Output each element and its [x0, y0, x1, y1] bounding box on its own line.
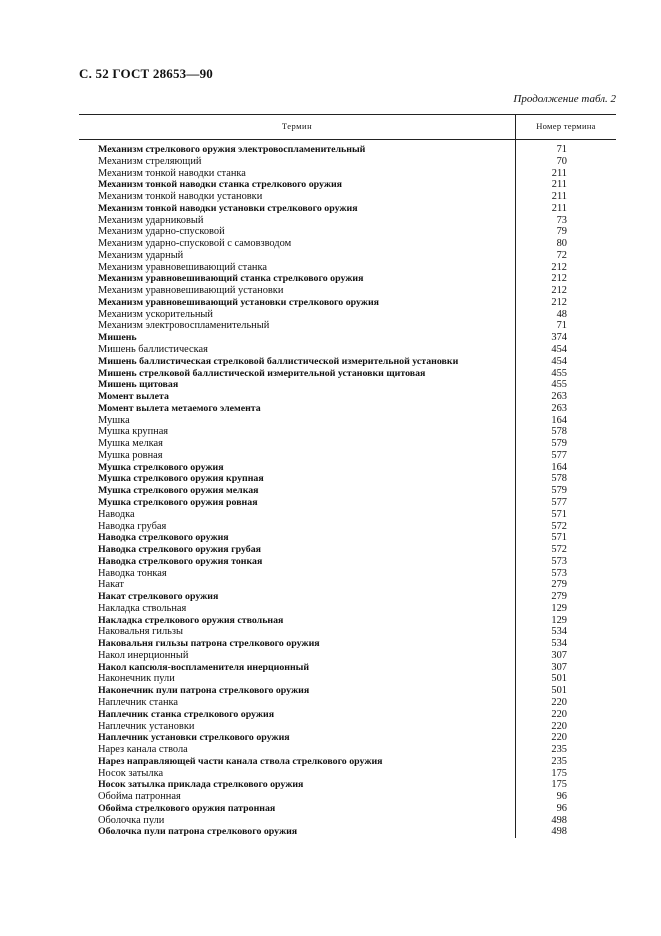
term-number-cell: 279 — [551, 591, 567, 603]
table-row — [79, 768, 616, 780]
table-row — [79, 626, 616, 638]
table-row — [79, 650, 616, 662]
term-cell: Наплечник установки — [98, 720, 195, 732]
term-cell: Мушка — [98, 414, 130, 426]
term-number-cell: 79 — [556, 226, 567, 238]
term-number-cell: 307 — [551, 649, 567, 661]
term-number-cell: 211 — [551, 191, 567, 203]
term-cell: Механизм уравновешивающий установки — [98, 285, 284, 297]
term-cell: Механизм уравновешивающий станка стрелкового оружия — [98, 273, 364, 285]
table-row — [79, 144, 616, 156]
term-number-cell: 578 — [551, 426, 567, 438]
term-number-cell: 579 — [551, 438, 567, 450]
table-row — [79, 826, 616, 838]
term-cell: Накладка стрелкового оружия ствольная — [98, 614, 284, 626]
table-row — [79, 379, 616, 391]
table-row — [79, 273, 616, 285]
table-row — [79, 756, 616, 768]
terms-table — [79, 114, 616, 838]
term-number-cell: 164 — [551, 414, 567, 426]
term-cell: Накладка ствольная — [98, 602, 187, 614]
table-row — [79, 262, 616, 274]
term-cell: Наводка — [98, 508, 135, 520]
term-cell: Наконечник пули патрона стрелкового оружия — [98, 685, 310, 697]
term-number-cell: 220 — [551, 732, 567, 744]
term-number-cell: 96 — [556, 802, 567, 814]
table-row — [79, 662, 616, 674]
term-number-cell: 455 — [551, 379, 567, 391]
table-row — [79, 485, 616, 497]
term-cell: Нарез направляющей части канала ствола стрелкового оружия — [98, 755, 383, 767]
table-row — [79, 791, 616, 803]
term-cell: Мушка стрелкового оружия мелкая — [98, 485, 259, 497]
table-row — [79, 556, 616, 568]
term-number-cell: 212 — [551, 273, 567, 285]
term-cell: Обойма патронная — [98, 791, 181, 803]
term-cell: Накол капсюля-воспламенителя инерционный — [98, 661, 310, 673]
term-cell: Накат — [98, 579, 124, 591]
term-number-cell: 573 — [551, 567, 567, 579]
table-row — [79, 344, 616, 356]
term-cell: Механизм стреляющий — [98, 155, 202, 167]
term-number-cell: 211 — [551, 179, 567, 191]
term-cell: Наводка стрелкового оружия — [98, 532, 229, 544]
table-row — [79, 368, 616, 380]
term-cell: Момент вылета метаемого элемента — [98, 402, 261, 414]
term-number-cell: 129 — [551, 602, 567, 614]
table-row — [79, 532, 616, 544]
term-cell: Обойма стрелкового оружия патронная — [98, 802, 276, 814]
term-number-cell: 307 — [551, 661, 567, 673]
table-row — [79, 803, 616, 815]
term-cell: Мишень стрелковой баллистической измерительной установки щитовая — [98, 367, 426, 379]
term-number-cell: 572 — [551, 544, 567, 556]
term-number-cell: 70 — [556, 155, 567, 167]
table-row — [79, 297, 616, 309]
term-number-cell: 455 — [551, 367, 567, 379]
term-number-cell: 220 — [551, 708, 567, 720]
table-row — [79, 497, 616, 509]
term-cell: Мушка ровная — [98, 449, 163, 461]
term-number-cell: 212 — [551, 296, 567, 308]
term-number-cell: 220 — [551, 696, 567, 708]
table-body — [79, 140, 616, 838]
term-number-cell: 573 — [551, 555, 567, 567]
term-number-cell: 48 — [556, 308, 567, 320]
term-cell: Механизм стрелкового оружия электровоспламенительный — [98, 144, 366, 155]
table-row — [79, 415, 616, 427]
term-cell: Накол инерционный — [98, 649, 189, 661]
term-number-cell: 212 — [551, 261, 567, 273]
term-number-cell: 175 — [551, 767, 567, 779]
table-row — [79, 603, 616, 615]
term-number-cell: 501 — [551, 673, 567, 685]
term-number-cell: 374 — [551, 332, 567, 344]
term-cell: Наплечник установки стрелкового оружия — [98, 732, 290, 744]
term-number-cell: 212 — [551, 285, 567, 297]
table-continuation-note: Продолжение табл. 2 — [513, 93, 616, 105]
table-row — [79, 238, 616, 250]
table-row — [79, 721, 616, 733]
table-row — [79, 638, 616, 650]
term-cell: Механизм уравновешивающий установки стрелкового оружия — [98, 296, 380, 308]
table-row — [79, 215, 616, 227]
table-row — [79, 426, 616, 438]
term-number-cell: 534 — [551, 638, 567, 650]
term-number-cell: 279 — [551, 579, 567, 591]
term-cell: Механизм ударно-спусковой — [98, 226, 225, 238]
term-number-cell: 71 — [556, 320, 567, 332]
table-row — [79, 744, 616, 756]
table-row — [79, 473, 616, 485]
term-cell: Наковальня гильзы патрона стрелкового оружия — [98, 638, 320, 650]
term-cell: Мушка мелкая — [98, 438, 163, 450]
term-cell: Нарез канала ствола — [98, 744, 188, 756]
table-row — [79, 156, 616, 168]
term-number-cell: 454 — [551, 344, 567, 356]
term-cell: Механизм тонкой наводки установки стрелкового оружия — [98, 202, 358, 214]
term-cell: Наводка грубая — [98, 520, 167, 532]
term-cell: Наводка тонкая — [98, 567, 167, 579]
term-number-cell: 571 — [551, 508, 567, 520]
term-number-cell: 578 — [551, 473, 567, 485]
table-row — [79, 815, 616, 827]
term-number-cell: 164 — [551, 461, 567, 473]
table-row — [79, 179, 616, 191]
term-cell: Наводка стрелкового оружия тонкая — [98, 555, 263, 567]
term-cell: Механизм ударный — [98, 249, 184, 261]
table-row — [79, 450, 616, 462]
table-row — [79, 403, 616, 415]
table-row — [79, 615, 616, 627]
table-row — [79, 203, 616, 215]
term-number-cell: 498 — [551, 826, 567, 838]
term-cell: Механизм электровоспламенительный — [98, 320, 270, 332]
table-row — [79, 285, 616, 297]
term-cell: Мушка стрелкового оружия — [98, 461, 224, 473]
term-cell: Момент вылета — [98, 391, 169, 403]
term-number-cell: 73 — [556, 214, 567, 226]
table-row — [79, 685, 616, 697]
term-cell: Механизм уравновешивающий станка — [98, 261, 267, 273]
table-row — [79, 438, 616, 450]
term-cell: Носок затылка — [98, 767, 164, 779]
table-row — [79, 309, 616, 321]
term-number-cell: 235 — [551, 744, 567, 756]
term-number-cell: 72 — [556, 249, 567, 261]
table-row — [79, 332, 616, 344]
term-cell: Накат стрелкового оружия — [98, 591, 219, 603]
table-row — [79, 732, 616, 744]
term-cell: Наплечник станка — [98, 696, 179, 708]
term-cell: Мишень — [98, 332, 137, 344]
table-row — [79, 356, 616, 368]
column-header-number: Номер термина — [536, 121, 596, 131]
term-number-cell: 96 — [556, 791, 567, 803]
table-row — [79, 779, 616, 791]
term-cell: Мушка стрелкового оружия ровная — [98, 496, 258, 508]
page-header: С. 52 ГОСТ 28653—90 — [79, 66, 213, 81]
term-cell: Механизм тонкой наводки станка — [98, 167, 246, 179]
term-number-cell: 498 — [551, 814, 567, 826]
table-row — [79, 250, 616, 262]
table-row — [79, 226, 616, 238]
column-header-term: Термин — [281, 121, 313, 131]
term-cell: Наковальня гильзы — [98, 626, 183, 638]
term-number-cell: 454 — [551, 355, 567, 367]
table-row — [79, 568, 616, 580]
term-number-cell: 534 — [551, 626, 567, 638]
term-cell: Механизм ударно-спусковой с самовзводом — [98, 238, 292, 250]
table-row — [79, 191, 616, 203]
term-number-cell: 577 — [551, 449, 567, 461]
term-cell: Мишень щитовая — [98, 379, 179, 391]
term-cell: Мишень баллистическая — [98, 344, 208, 356]
table-row — [79, 673, 616, 685]
term-number-cell: 579 — [551, 485, 567, 497]
table-row — [79, 509, 616, 521]
term-cell: Механизм ускорительный — [98, 308, 213, 320]
term-number-cell: 501 — [551, 685, 567, 697]
table-row — [79, 579, 616, 591]
term-number-cell: 235 — [551, 755, 567, 767]
term-number-cell: 71 — [556, 144, 567, 155]
term-cell: Мишень баллистическая стрелковой баллистической измерительной установки — [98, 355, 459, 367]
term-number-cell: 211 — [551, 167, 567, 179]
table-header — [79, 114, 616, 140]
term-cell: Носок затылка приклада стрелкового оружия — [98, 779, 304, 791]
table-row — [79, 462, 616, 474]
term-number-cell: 571 — [551, 532, 567, 544]
term-cell: Механизм тонкой наводки установки — [98, 191, 263, 203]
table-row — [79, 320, 616, 332]
term-cell: Механизм тонкой наводки станка стрелкового оружия — [98, 179, 343, 191]
table-row — [79, 591, 616, 603]
table-row — [79, 544, 616, 556]
term-number-cell: 263 — [551, 391, 567, 403]
term-cell: Наводка стрелкового оружия грубая — [98, 544, 261, 556]
term-number-cell: 220 — [551, 720, 567, 732]
term-number-cell: 263 — [551, 402, 567, 414]
table-row — [79, 391, 616, 403]
term-cell: Механизм ударниковый — [98, 214, 204, 226]
table-row — [79, 168, 616, 180]
table-row — [79, 521, 616, 533]
term-cell: Мушка крупная — [98, 426, 169, 438]
term-number-cell: 577 — [551, 496, 567, 508]
term-number-cell: 572 — [551, 520, 567, 532]
term-number-cell: 211 — [551, 202, 567, 214]
term-cell: Наконечник пули — [98, 673, 175, 685]
term-cell: Оболочка пули — [98, 814, 165, 826]
term-cell: Мушка стрелкового оружия крупная — [98, 473, 264, 485]
table-row — [79, 709, 616, 721]
term-cell: Наплечник станка стрелкового оружия — [98, 708, 275, 720]
term-cell: Оболочка пули патрона стрелкового оружия — [98, 826, 298, 838]
term-number-cell: 80 — [556, 238, 567, 250]
table-row — [79, 697, 616, 709]
term-number-cell: 129 — [551, 614, 567, 626]
term-number-cell: 175 — [551, 779, 567, 791]
